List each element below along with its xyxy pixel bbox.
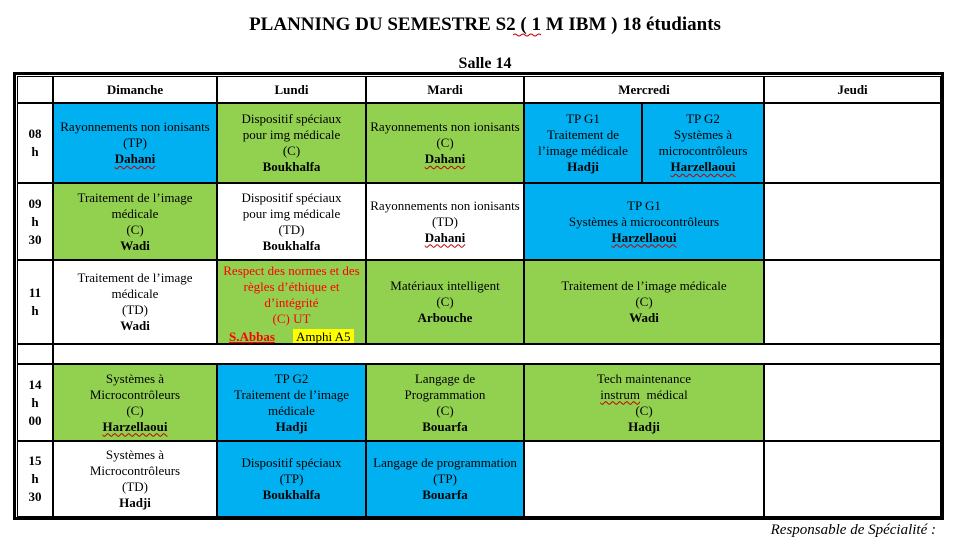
- slot-dimanche-08h: Rayonnements non ionisants (TP) Dahani: [53, 103, 217, 183]
- day-header-mercredi: Mercredi: [524, 76, 764, 103]
- footer-signature-label: Responsable de Spécialité :: [770, 522, 936, 538]
- slot-jeudi-09h30: [764, 183, 941, 260]
- room-label: Salle 14: [458, 55, 512, 72]
- corner-cell: [17, 76, 53, 103]
- slot-mercredi-08h-g2: TP G2 Systèmes à microcontrôleurs Harzellaoui: [642, 103, 764, 183]
- amphi-badge: Amphi A5: [293, 329, 354, 344]
- slot-lundi-14h: TP G2 Traitement de l’image médicale Hadji: [217, 364, 366, 441]
- spellcheck-underline: [513, 33, 543, 37]
- day-header-jeudi: Jeudi: [764, 76, 941, 103]
- lunch-break-row: [53, 344, 941, 364]
- slot-dimanche-15h30: Systèmes à Microcontrôleurs (TD) Hadji: [53, 441, 217, 517]
- slot-mardi-15h30: Langage de programmation (TP) Bouarfa: [366, 441, 524, 517]
- slot-mardi-09h30: Rayonnements non ionisants (TD) Dahani: [366, 183, 524, 260]
- slot-jeudi-11h: [764, 260, 941, 344]
- slot-mardi-14h: Langage de Programmation (C) Bouarfa: [366, 364, 524, 441]
- time-cell-15h30: 15 h 30: [17, 441, 53, 517]
- slot-jeudi-14h: [764, 364, 941, 441]
- slot-lundi-08h: Dispositif spéciaux pour img médicale (C) Boukhalfa: [217, 103, 366, 183]
- slot-lundi-11h: Respect des normes et des règles d’éthique et d’intégrité (C) UT S.Abbas Amphi A5: [217, 260, 366, 344]
- page-title: PLANNING DU SEMESTRE S2 ( 1 M IBM ) 18 étudiants: [249, 14, 721, 35]
- day-header-mardi: Mardi: [366, 76, 524, 103]
- time-cell-14h00: 14 h 00: [17, 364, 53, 441]
- day-header-lundi: Lundi: [217, 76, 366, 103]
- day-header-dimanche: Dimanche: [53, 76, 217, 103]
- slot-dimanche-11h: Traitement de l’image médicale (TD) Wadi: [53, 260, 217, 344]
- slot-dimanche-09h30: Traitement de l’image médicale (C) Wadi: [53, 183, 217, 260]
- slot-dimanche-14h: Systèmes à Microcontrôleurs (C) Harzellaoui: [53, 364, 217, 441]
- time-cell-08h: 08 h: [17, 103, 53, 183]
- slot-mardi-11h: Matériaux intelligent (C) Arbouche: [366, 260, 524, 344]
- slot-mardi-08h: Rayonnements non ionisants (C) Dahani: [366, 103, 524, 183]
- slot-lundi-15h30: Dispositif spéciaux (TP) Boukhalfa: [217, 441, 366, 517]
- break-time-cell: [17, 344, 53, 364]
- slot-jeudi-08h: [764, 103, 941, 183]
- teacher-label: S.Abbas: [229, 329, 275, 344]
- slot-mercredi-09h30: TP G1 Systèmes à microcontrôleurs Harzellaoui: [524, 183, 764, 260]
- slot-mercredi-11h: Traitement de l’image médicale (C) Wadi: [524, 260, 764, 344]
- time-cell-11h: 11 h: [17, 260, 53, 344]
- slot-jeudi-15h30: [764, 441, 941, 517]
- slot-mercredi-15h30: [524, 441, 764, 517]
- time-cell-09h30: 09 h 30: [17, 183, 53, 260]
- schedule-table: [13, 72, 944, 520]
- slot-mercredi-08h-g1: TP G1 Traitement de l’image médicale Hadji: [524, 103, 642, 183]
- slot-lundi-09h30: Dispositif spéciaux pour img médicale (TD) Boukhalfa: [217, 183, 366, 260]
- slot-mercredi-14h: Tech maintenance instrum médical (C) Hadji: [524, 364, 764, 441]
